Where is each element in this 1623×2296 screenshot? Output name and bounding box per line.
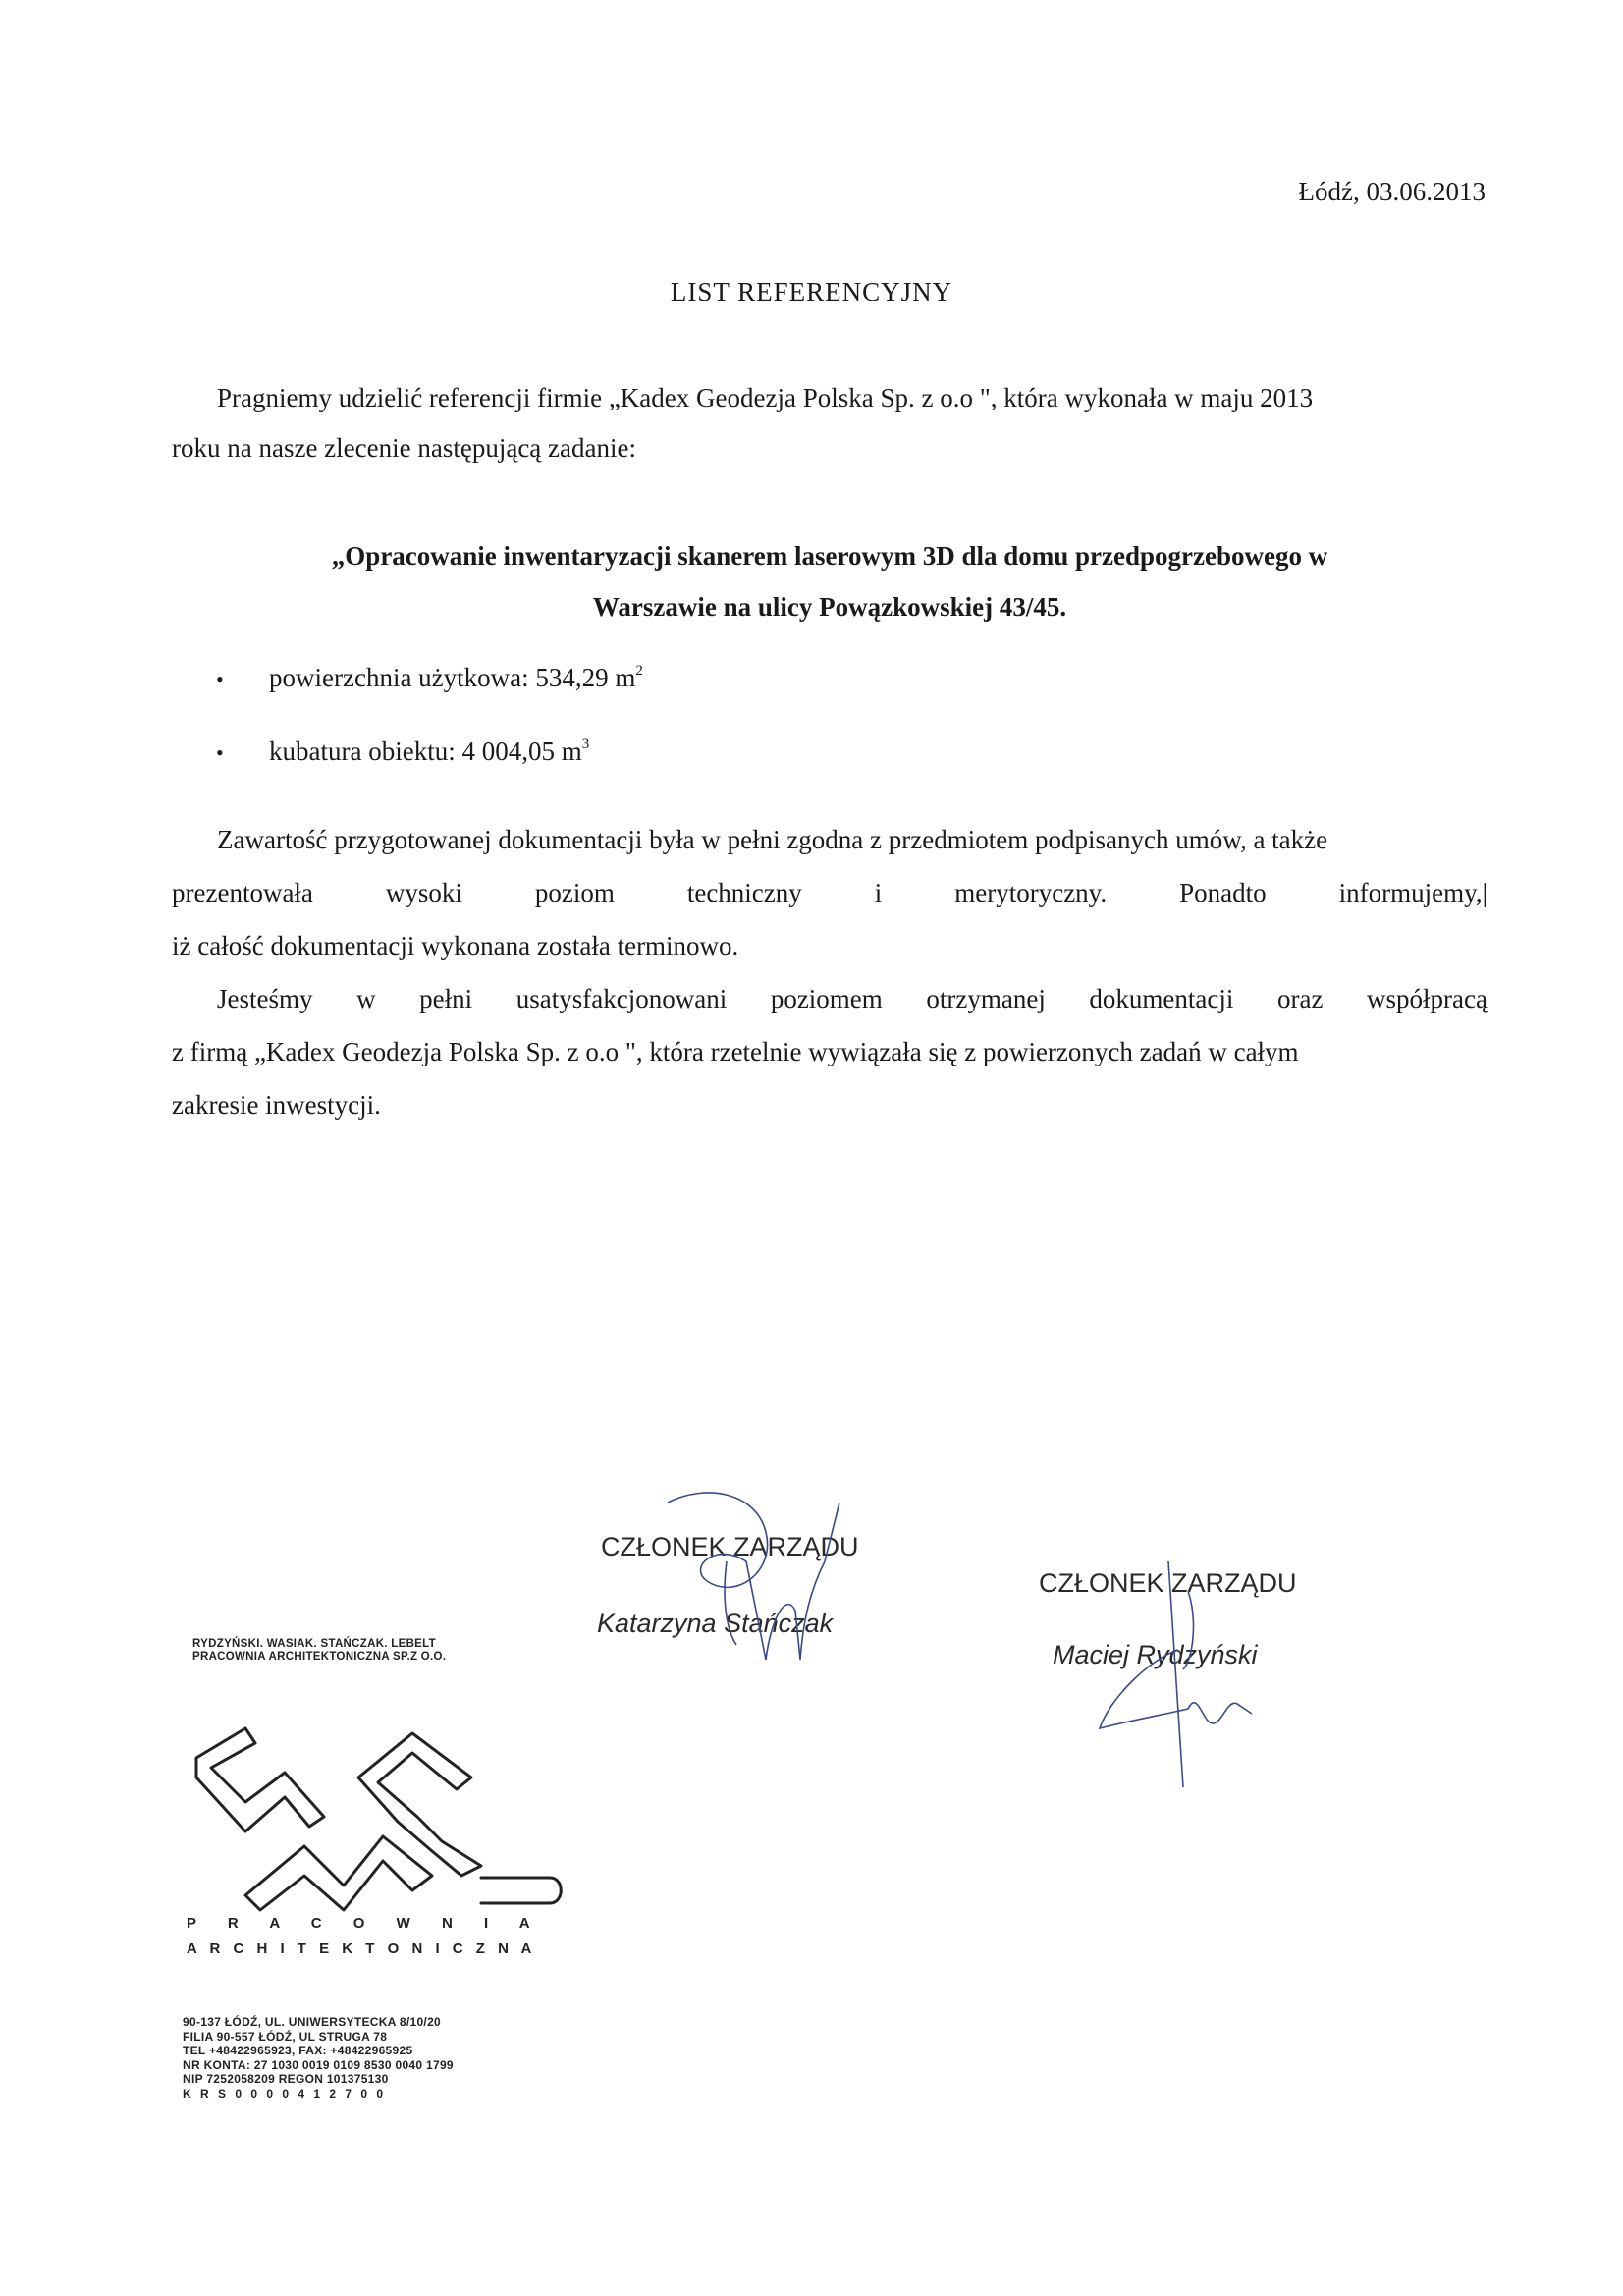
body-paragraph-1 xyxy=(172,813,1488,972)
address-line: K R S 0 0 0 0 4 1 2 7 0 0 xyxy=(183,2086,387,2101)
body2-line-3: zakresie inwestycji. xyxy=(172,1090,381,1120)
company-stamp-line-1: RYDZYŃSKI. WASIAK. STAŃCZAK. LEBELT xyxy=(192,1638,436,1650)
subject-line-1: „Opracowanie inwentaryzacji skanerem laserowym 3D dla domu przedpogrzebowego w xyxy=(331,541,1328,571)
signature-2-name: Maciej Rydzyński xyxy=(1053,1640,1258,1669)
subject-line-2: Warszawie na ulicy Powązkowskiej 43/45. xyxy=(592,592,1067,622)
signature-1-role: CZŁONEK ZARZĄDU xyxy=(601,1532,859,1561)
body-paragraph-2 xyxy=(172,972,1488,1131)
intro-line-1: Pragniemy udzielić referencji firmie „Kadex Geodezja Polska Sp. z o.o ", która wykonała w maju 2013 xyxy=(217,383,1314,412)
letter-date: Łódź, 03.06.2013 xyxy=(1298,177,1486,206)
company-address xyxy=(183,2015,454,2101)
bullet-text: kubatura obiektu: 4 004,05 $m^3$ xyxy=(269,737,590,766)
body2-line-1: Jesteśmy w pełni usatysfakcjonowani poziomem otrzymanej dokumentacji oraz współpracą xyxy=(217,984,1488,1013)
body1-line-1: Zawartość przygotowanej dokumentacji była w pełni zgodna z przedmiotem podpisanych umów, a także xyxy=(217,825,1328,854)
address-line: NIP 7252058209 REGON 101375130 xyxy=(183,2072,389,2086)
letter-title: LIST REFERENCYJNY xyxy=(670,277,953,306)
company-name-stamp xyxy=(192,1638,446,1664)
address-line: TEL +48422965923, FAX: +48422965925 xyxy=(183,2044,413,2057)
intro-paragraph xyxy=(172,373,1488,473)
logo-text-line-2: A R C H I T E K T O N I C Z N A xyxy=(187,1941,536,1957)
body2-line-2: z firmą „Kadex Geodezja Polska Sp. z o.o ", która rzetelnie wywiązała się z powierzonych zadań w całym xyxy=(172,1037,1299,1066)
address-line: NR KONTA: 27 1030 0019 0109 8530 0040 1799 xyxy=(183,2057,454,2072)
list-item xyxy=(216,712,643,786)
signature-1-name: Katarzyna Stańczak xyxy=(597,1609,834,1638)
body1-line-2: prezentowała wysoki poziom techniczny i merytoryczny. Ponadto informujemy,| xyxy=(172,878,1488,907)
signature-1-scribble xyxy=(628,1473,874,1689)
bullet-list xyxy=(216,638,643,786)
subject-block xyxy=(172,530,1488,632)
intro-line-2: roku na nasze zlecenie następującą zadanie: xyxy=(172,433,636,463)
body1-line-3: iż całość dokumentacji wykonana została terminowo. xyxy=(172,931,739,960)
signature-2-scribble xyxy=(1090,1552,1286,1797)
bullet-icon: • xyxy=(216,667,224,691)
company-logo xyxy=(187,1719,569,1915)
company-stamp-line-2: PRACOWNIA ARCHITEKTONICZNA SP.Z O.O. xyxy=(192,1651,447,1663)
list-item xyxy=(216,638,643,712)
bullet-icon: • xyxy=(216,740,224,765)
bullet-text: powierzchnia użytkowa: 534,29 $m^2$ xyxy=(269,663,643,692)
signature-2-role: CZŁONEK ZARZĄDU xyxy=(1039,1568,1297,1598)
logo-text-line-1: P R A C O W N I A xyxy=(187,1915,544,1932)
address-line: 90-137 ŁÓDŹ, UL. UNIWERSYTECKA 8/10/20 xyxy=(183,2015,442,2029)
address-line: FILIA 90-557 ŁÓDŹ, UL STRUGA 78 xyxy=(183,2029,388,2044)
